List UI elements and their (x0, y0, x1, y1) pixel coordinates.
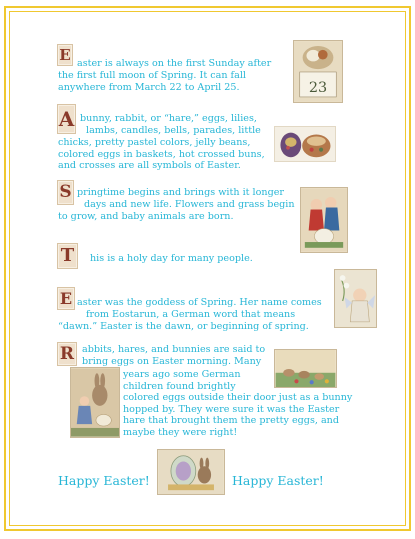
paragraph-holy-day (90, 253, 253, 265)
text-line: hare that brought them the pretty eggs, and (123, 415, 340, 427)
text-line: aster is always on the first Sunday after (77, 58, 272, 69)
text-line: hopped by. They were sure it was the Easter (123, 403, 340, 415)
bunnies-with-egg-image (157, 449, 225, 495)
dropcap-e (57, 44, 73, 66)
dropcap-letter: E (59, 46, 71, 64)
paragraph-easter-date-cont (58, 70, 246, 93)
text-line: bring eggs on Easter morning. Many (82, 355, 262, 367)
text-line: colored eggs outside their door just as a bunny (123, 392, 353, 404)
text-line: anywhere from March 22 to April 25. (58, 81, 240, 93)
child-with-lilies-image (334, 269, 377, 328)
text-line: abbits, hares, and bunnies are said to (82, 344, 266, 355)
paragraph-spring-cont (58, 211, 234, 223)
paragraph-rabbits (82, 344, 265, 367)
text-line: his is a holy day for many people. (90, 253, 253, 264)
happy-easter-left: Happy Easter! (58, 473, 150, 488)
text-line: to grow, and baby animals are born. (58, 211, 234, 222)
text-line: the first full moon of Spring. It can fall (58, 70, 246, 81)
dropcap-a (57, 104, 76, 134)
calendar-card-image (293, 40, 343, 103)
dropcap-letter: R (59, 344, 75, 364)
bunnies-in-field-image (274, 349, 337, 388)
text-line: pringtime begins and brings with it longer (77, 187, 284, 198)
bunny-with-children-image (70, 367, 120, 438)
text-line: lambs, candles, bells, parades, little (86, 125, 261, 136)
dropcap-r (57, 342, 77, 366)
text-line: “dawn.” Easter is the dawn, or beginning of spring. (58, 321, 309, 332)
text-line: and crosses are all symbols of Easter. (58, 160, 241, 172)
paragraph-goddess-from (86, 309, 295, 321)
text-line: bunny, rabbit, or “hare,” eggs, lilies, (80, 113, 257, 124)
children-with-egg-image (300, 187, 348, 253)
text-line: days and new life. Flowers and grass begin (84, 199, 295, 210)
dropcap-e2 (57, 287, 75, 310)
text-line: maybe they were right! (123, 426, 238, 438)
dropcap-letter: E (59, 289, 73, 308)
paragraph-symbols-lambs (86, 125, 261, 137)
paragraph-symbols (80, 113, 257, 125)
text-line: from Eostarun, a German word that means (86, 309, 296, 320)
text-line: years ago some German (123, 369, 241, 380)
paragraph-spring-days (84, 199, 295, 211)
dropcap-t (57, 243, 78, 269)
text-line: children found brightly (123, 380, 236, 392)
happy-easter-right: Happy Easter! (232, 473, 324, 488)
easter-eggs-image (274, 126, 336, 162)
paragraph-goddess-cont (58, 321, 309, 333)
dropcap-s (57, 180, 74, 205)
dropcap-letter: T (60, 245, 75, 266)
calendar-number: 23 (308, 80, 328, 97)
text-line: aster was the goddess of Spring. Her name comes (77, 297, 322, 308)
dropcap-letter: S (59, 182, 72, 202)
text-line: chicks, pretty pastel colors, jelly beans, (58, 137, 251, 148)
paragraph-easter-date (77, 58, 271, 70)
paragraph-spring (77, 187, 284, 199)
dropcap-letter: A (58, 107, 75, 131)
paragraph-symbols-cont (58, 137, 265, 172)
text-line: colored eggs in baskets, hot crossed buns, (58, 148, 265, 160)
paragraph-goddess (77, 297, 322, 309)
